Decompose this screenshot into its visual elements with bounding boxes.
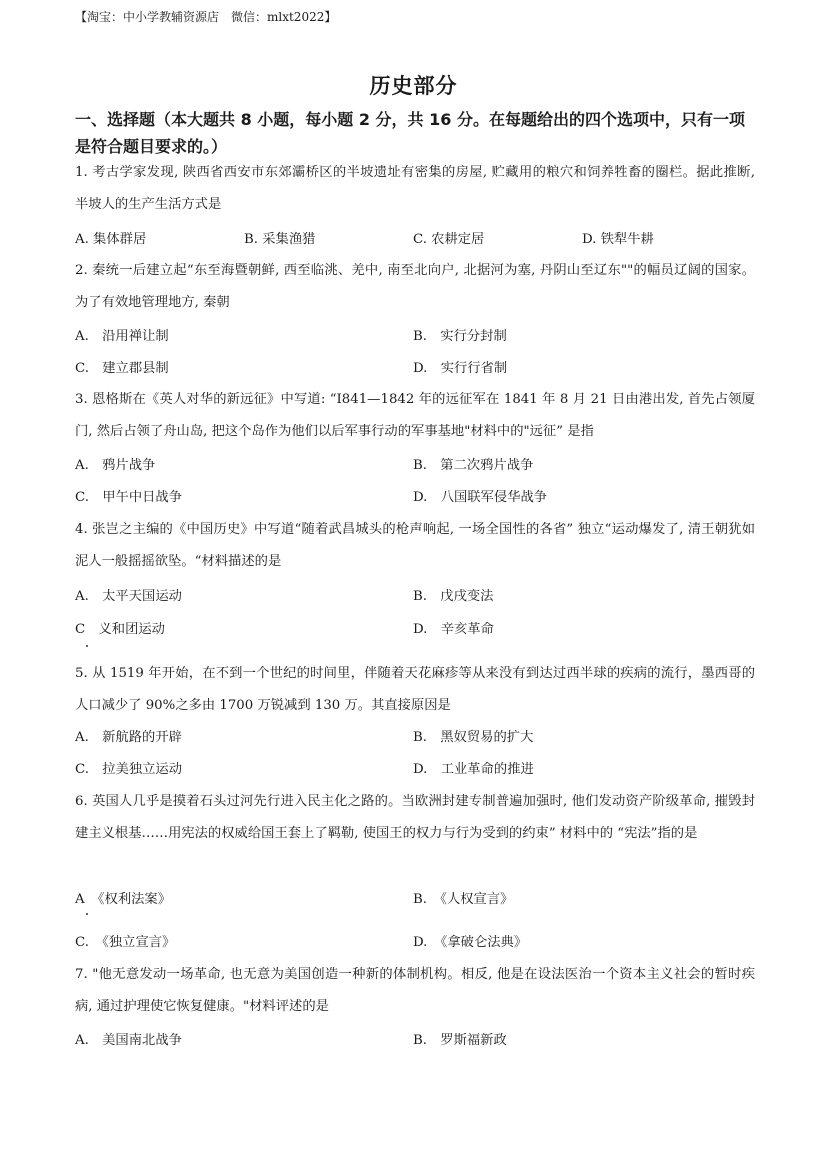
question-5-option-c: C. 拉美独立运动 — [75, 762, 183, 777]
question-3-option-a: A. 鸦片战争 — [75, 458, 156, 473]
question-5-option-d: D. 工业革命的推进 — [413, 762, 534, 777]
question-3-option-c: C. 甲午中日战争 — [75, 490, 183, 505]
question-6-option-b: B. 《人权宣言》 — [413, 892, 514, 907]
question-3-option-d: D. 八国联军侵华战争 — [413, 490, 548, 505]
question-7-stem: 7. "他无意发动一场革命, 也无意为美国创造一种新的体制机构。相反, 他是在设法医治一个资本主义社会的暂时疾病, 通过护理使它恢复健康。"材料评述的是 — [75, 967, 755, 1014]
question-4-option-d: D. 辛亥革命 — [413, 622, 494, 637]
stray-dot — [86, 913, 88, 915]
question-3-option-b: B. 第二次鸦片战争 — [413, 458, 534, 473]
question-2-option-c: C. 建立郡县制 — [75, 361, 169, 376]
question-1-option-d: D. 铁犁牛耕 — [582, 232, 654, 247]
question-6-stem: 6. 英国人几乎是摸着石头过河先行进入民主化之路的。当欧洲封建专制普遍加强时, 他们发动资产阶级革命, 摧毁封建主义根基……用宪法的权威给国王套上了羁勒, 使国王的权力与行为受到的约束” 材料中的 “宪法”指的是 — [75, 794, 755, 841]
question-4-option-a: A. 太平天国运动 — [75, 589, 182, 604]
question-6-option-c: C. 《独立宣言》 — [75, 935, 176, 950]
stray-dot — [86, 645, 88, 647]
section-heading: 一、选择题（本大题共 8 小题，每小题 2 分，共 16 分。在每题给出的四个选项中，只有一项是符合题目要求的。） — [75, 110, 745, 156]
question-2-option-b: B. 实行分封制 — [413, 329, 507, 344]
question-1-option-c: C. 农耕定居 — [413, 232, 485, 247]
question-5-stem: 5. 从 1519 年开始，在不到一个世纪的时间里，伴随着天花麻疹等从来没有到达过西半球的疾病的流行，墨西哥的人口减少了 90%之多由 1700 万锐减到 130 万。其直接原因是 — [75, 666, 755, 713]
question-2-stem: 2. 秦统一后建立起“东至海暨朝鲜, 西至临洮、羌中, 南至北向户, 北据河为塞, 丹阴山至辽东""的幅员辽阔的国家。为了有效地管理地方, 秦朝 — [75, 263, 755, 310]
question-1-stem: 1. 考古学家发现, 陕西省西安市东郊灞桥区的半坡遗址有密集的房屋, 贮藏用的粮穴和饲养牲畜的圈栏。据此推断, 半坡人的生产生活方式是 — [75, 165, 755, 212]
question-2-option-d: D. 实行行省制 — [413, 361, 508, 376]
question-4-stem: 4. 张岂之主编的《中国历史》中写道“随着武昌城头的枪声响起, 一场全国性的各省” 独立“运动爆发了, 清王朝犹如泥人一般摇摇欲坠。“材料描述的是 — [75, 522, 755, 569]
question-7-option-a: A. 美国南北战争 — [75, 1033, 182, 1048]
question-4-option-c: C 义和团运动 — [75, 622, 165, 637]
question-2-option-a: A. 沿用禅让制 — [75, 329, 169, 344]
page-title: 历史部分 — [369, 73, 458, 98]
question-5-option-a: A. 新航路的开辟 — [75, 730, 182, 745]
question-6-option-a: A 《权利法案》 — [75, 892, 172, 907]
question-5-option-b: B. 黑奴贸易的扩大 — [413, 730, 534, 745]
header-note: 【淘宝：中小学教辅资源店 微信：mlxt2022】 — [75, 10, 337, 24]
question-1-option-b: B. 采集渔猎 — [244, 232, 316, 247]
question-7-option-b: B. 罗斯福新政 — [413, 1033, 507, 1048]
question-4-option-b: B. 戊戌变法 — [413, 589, 494, 604]
question-3-stem: 3. 恩格斯在《英人对华的新远征》中写道: “I841—1842 年的远征军在 1841 年 8 月 21 日由港出发, 首先占领厦门, 然后占领了舟山岛, 把这个岛作为他们以后军事行动的军事基地"材料中的"远征” 是指 — [75, 392, 755, 439]
question-1-option-a: A. 集体群居 — [75, 232, 147, 247]
question-6-option-d: D. 《拿破仑法典》 — [413, 935, 528, 950]
